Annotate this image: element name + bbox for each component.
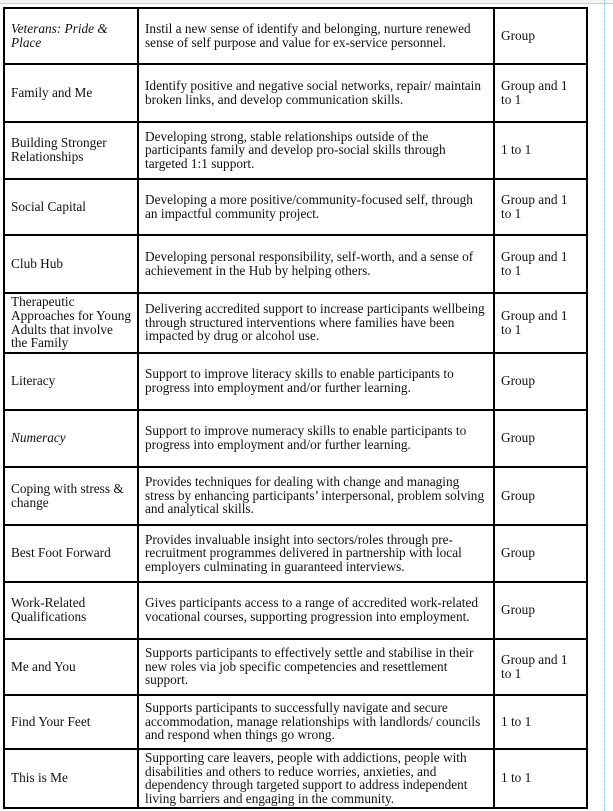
programme-description: Identify positive and negative social networks, repair/ maintain broken links, and develop communication skills.: [138, 64, 494, 122]
delivery-type: Group: [494, 8, 587, 64]
programme-name: Therapeutic Approaches for Young Adults that involve the Family: [4, 293, 138, 353]
delivery-type: Group: [494, 525, 587, 582]
programme-description: Provides invaluable insight into sectors/roles through pre-recruitment programmes delivered in partnership with local employers culminating in guaranteed interviews.: [138, 525, 494, 582]
delivery-type: 1 to 1: [494, 122, 587, 179]
programme-name: Best Foot Forward: [4, 525, 138, 582]
programme-description: Developing a more positive/community-focused self, through an impactful community project.: [138, 179, 494, 235]
programmes-table: [3, 7, 588, 809]
programme-description: Developing personal responsibility, self-worth, and a sense of achievement in the Hub by helping others.: [138, 235, 494, 293]
delivery-type: 1 to 1: [494, 695, 587, 749]
table-row: [4, 695, 587, 749]
table-row: [4, 639, 587, 695]
table-row: [4, 64, 587, 122]
programme-name: Social Capital: [4, 179, 138, 235]
programme-name: Family and Me: [4, 64, 138, 122]
programme-description: Supports participants to effectively settle and stabilise in their new roles via job specific competencies and resettlement support.: [138, 639, 494, 695]
programme-name: Coping with stress & change: [4, 467, 138, 525]
table-row: [4, 235, 587, 293]
delivery-type: 1 to 1: [494, 749, 587, 808]
programme-description: Developing strong, stable relationships outside of the participants family and develop pro-social skills through targeted 1:1 support.: [138, 122, 494, 179]
delivery-type: Group: [494, 467, 587, 525]
programme-description: Provides techniques for dealing with change and managing stress by enhancing participants’ interpersonal, problem solving and analytical skills.: [138, 467, 494, 525]
programme-description: Delivering accredited support to increase participants wellbeing through structured interventions where families have been impacted by drug or alcohol use.: [138, 293, 494, 353]
table-row: [4, 749, 587, 808]
page-top-edge: [0, 0, 613, 4]
programme-name: Find Your Feet: [4, 695, 138, 749]
delivery-type: Group: [494, 582, 587, 639]
delivery-type: Group: [494, 353, 587, 410]
programme-description: Supporting care leavers, people with addictions, people with disabilities and others to reduce worries, anxieties, and dependency through targeted support to address independent living barriers and engaging in the community.: [138, 749, 494, 808]
programme-description: Instil a new sense of identify and belonging, nurture renewed sense of self purpose and value for ex-service personnel.: [138, 8, 494, 64]
programme-description: Support to improve numeracy skills to enable participants to progress into employment and/or further learning.: [138, 410, 494, 467]
programme-name: Veterans: Pride & Place: [4, 8, 138, 64]
table-row: [4, 525, 587, 582]
programmes-table-body: [4, 8, 587, 808]
table-row: [4, 410, 587, 467]
table-row: [4, 582, 587, 639]
delivery-type: Group and 1 to 1: [494, 639, 587, 695]
delivery-type: Group and 1 to 1: [494, 235, 587, 293]
table-row: [4, 293, 587, 353]
table-row: [4, 122, 587, 179]
programme-name: Me and You: [4, 639, 138, 695]
programme-name: Building Stronger Relationships: [4, 122, 138, 179]
delivery-type: Group and 1 to 1: [494, 64, 587, 122]
table-row: [4, 8, 587, 64]
delivery-type: Group and 1 to 1: [494, 179, 587, 235]
margin-guide-line: [604, 0, 605, 811]
programme-description: Gives participants access to a range of accredited work-related vocational courses, supporting progression into employment.: [138, 582, 494, 639]
programme-name: Club Hub: [4, 235, 138, 293]
programme-name: Literacy: [4, 353, 138, 410]
delivery-type: Group: [494, 410, 587, 467]
programme-name: Work-Related Qualifications: [4, 582, 138, 639]
programme-name: This is Me: [4, 749, 138, 808]
table-row: [4, 353, 587, 410]
programme-description: Supports participants to successfully navigate and secure accommodation, manage relationships with landlords/ councils and respond when things go wrong.: [138, 695, 494, 749]
programme-description: Support to improve literacy skills to enable participants to progress into employment and/or further learning.: [138, 353, 494, 410]
delivery-type: Group and 1 to 1: [494, 293, 587, 353]
table-row: [4, 467, 587, 525]
programme-name: Numeracy: [4, 410, 138, 467]
table-row: [4, 179, 587, 235]
